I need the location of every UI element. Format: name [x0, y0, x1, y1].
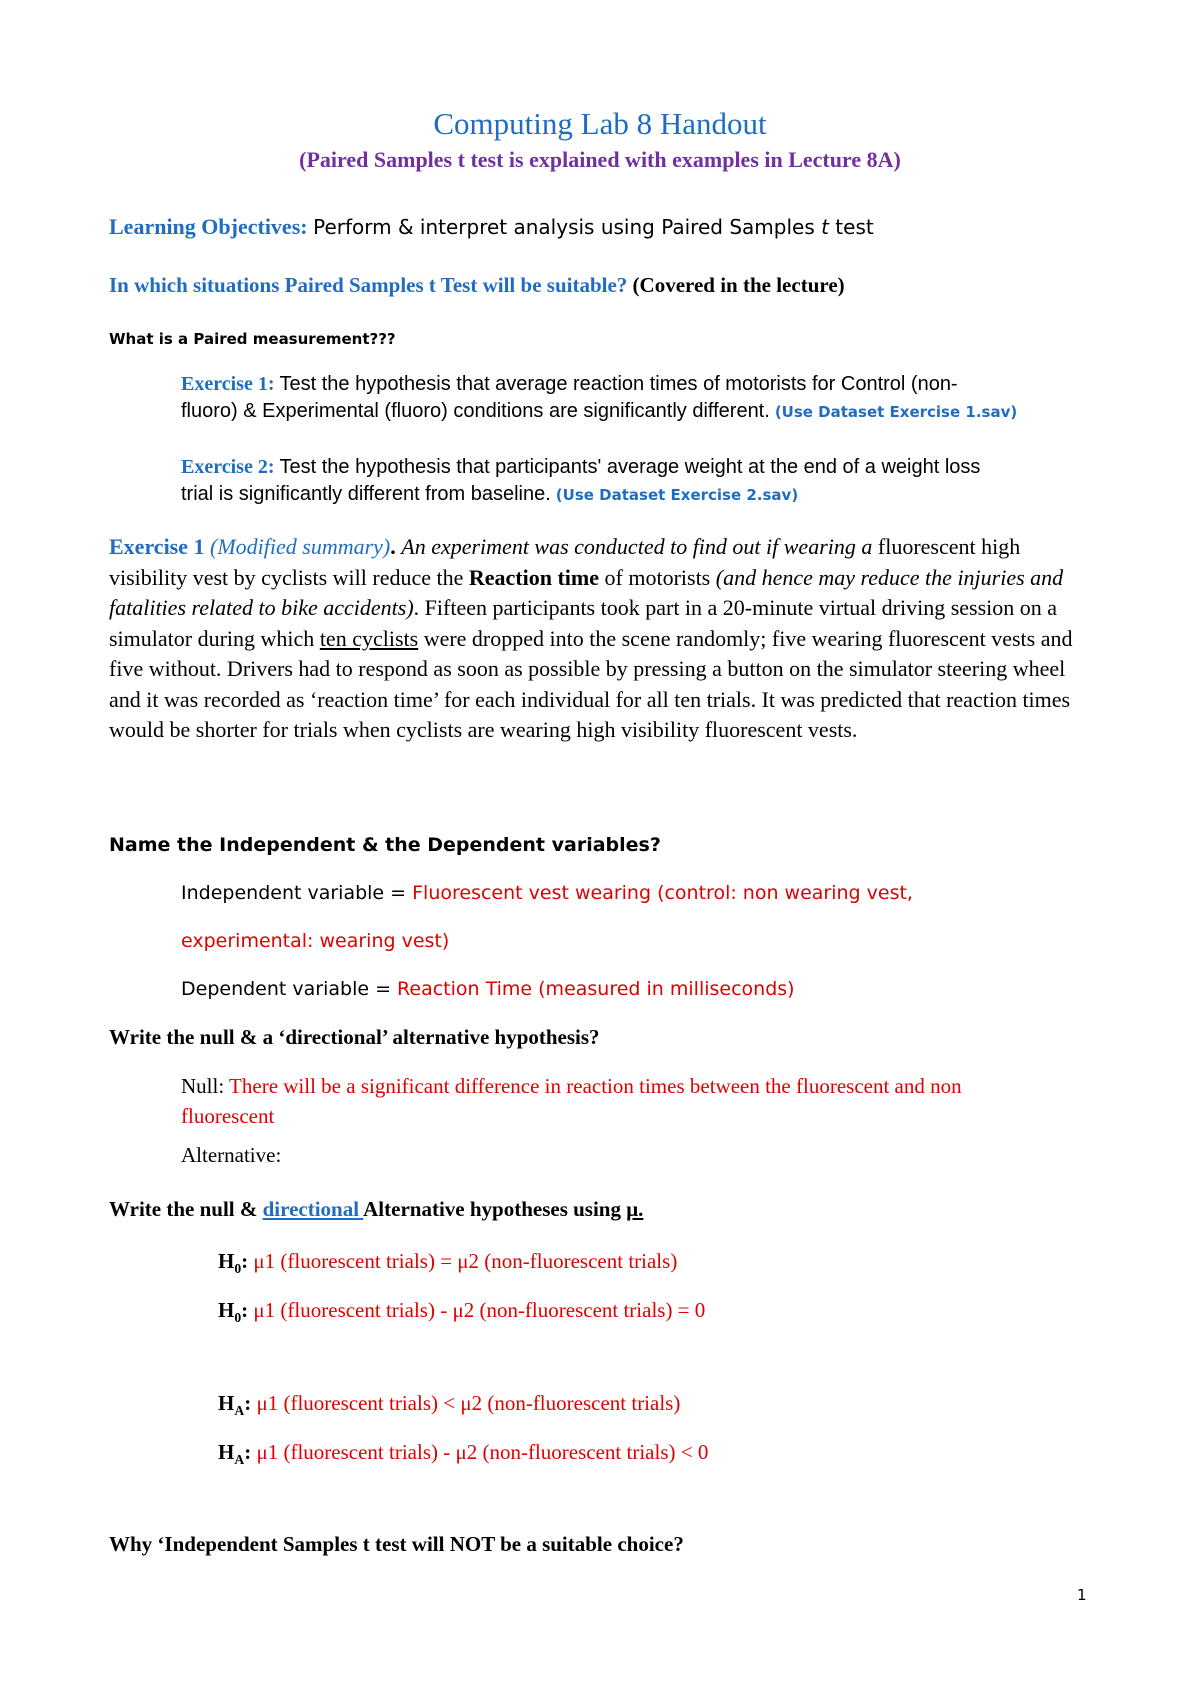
- mu-hypotheses-question: Write the null & directional Alternative hypotheses using μ.: [109, 1197, 644, 1221]
- page-subtitle: (Paired Samples t test is explained with examples in Lecture 8A): [299, 147, 901, 172]
- exercise-2-item: Exercise 2: Test the hypothesis that participants' average weight at the end of a weight loss trial is significantly different from baseline. (Use Dataset Exercise 2.sav): [181, 456, 981, 505]
- variables-question: Name the Independent & the Dependent variables?: [109, 834, 661, 856]
- reaction-time-term: Reaction time: [468, 564, 600, 590]
- independent-variable: Independent variable = Fluorescent vest wearing (control: non wearing vest,: [181, 882, 913, 904]
- dependent-variable-value: Reaction Time (measured in milliseconds): [397, 978, 795, 1000]
- exercise-2-label: Exercise 2:: [181, 456, 275, 478]
- alternative-hypothesis-label: Alternative:: [181, 1143, 282, 1167]
- ten-cyclists-term: ten cyclists: [319, 625, 419, 651]
- exercise-2-dataset: (Use Dataset Exercise 2.sav): [555, 486, 799, 504]
- page-number: 1: [1077, 1586, 1087, 1604]
- final-question: Why ‘Independent Samples t test will NOT be a suitable choice?: [109, 1532, 684, 1556]
- situations-question: In which situations Paired Samples t Test will be suitable? (Covered in the lecture): [109, 273, 845, 297]
- h0-equation-1: $H_0$: μ1 (fluorescent trials) = μ2 (non-fluorescent trials): [218, 1249, 678, 1277]
- situations-note: (Covered in the lecture): [632, 273, 845, 297]
- null-hypothesis: Null: There will be a significant difference in reaction times between the fluorescent and non fluorescent: [181, 1074, 962, 1128]
- ha-equation-1: $H_A$: μ1 (fluorescent trials) < μ2 (non-fluorescent trials): [218, 1391, 681, 1419]
- exercise-1-label: Exercise 1:: [181, 373, 275, 395]
- hypothesis-question: Write the null & a ‘directional’ alternative hypothesis?: [109, 1025, 600, 1049]
- ha-equation-2: $H_A$: μ1 (fluorescent trials) - μ2 (non-fluorescent trials) < 0: [218, 1440, 709, 1468]
- dependent-variable: Dependent variable = Reaction Time (measured in milliseconds): [181, 978, 795, 1000]
- learning-objectives-label: Learning Objectives:: [109, 214, 308, 239]
- h0-equation-2: $H_0$: μ1 (fluorescent trials) - μ2 (non-fluorescent trials) = 0: [218, 1298, 706, 1326]
- summary-modified: (Modified summary): [210, 534, 391, 559]
- exercise-1-item: Exercise 1: Test the hypothesis that average reaction times of motorists for Control (non- fluoro) & Experimental (fluoro) conditions are significantly different. (Use Dataset Exercise 1.sav): [181, 373, 1018, 422]
- independent-variable-value-cont: experimental: wearing vest): [181, 930, 450, 952]
- learning-objectives-text: Perform & interpret analysis using Paired Samples t test: [313, 215, 874, 239]
- exercise-1-summary: Exercise 1 (Modified summary). An experiment was conducted to find out if wearing a fluorescent high visibility vest by cyclists will reduce the Reaction time of motorists (and hence may reduce the injuries and fatalities related to bike accidents). Fifteen participants took part in a 20-minute virtual driving session on a simulator during which ten cyclists were dropped into the scene randomly; five wearing fluorescent vests and five without. Drivers had to respond as soon as possible by pressing a button on the simulator steering wheel and it was recorded as ‘reaction time’ for each individual for all ten trials. It was predicted that reaction times would be shorter for trials when cyclists are wearing high visibility fluorescent vests.: [109, 534, 1073, 742]
- exercise-1-dataset: (Use Dataset Exercise 1.sav): [774, 403, 1018, 421]
- null-hypothesis-text: There will be a significant difference in reaction times between the fluorescent and non: [229, 1074, 962, 1098]
- directional-link[interactable]: directional: [262, 1197, 364, 1221]
- paired-measurement-question: What is a Paired measurement???: [109, 330, 396, 348]
- learning-objectives: [109, 214, 874, 240]
- page-title: Computing Lab 8 Handout: [433, 106, 767, 141]
- summary-label: Exercise 1: [109, 534, 205, 559]
- independent-variable-value: Fluorescent vest wearing (control: non wearing vest,: [412, 882, 913, 904]
